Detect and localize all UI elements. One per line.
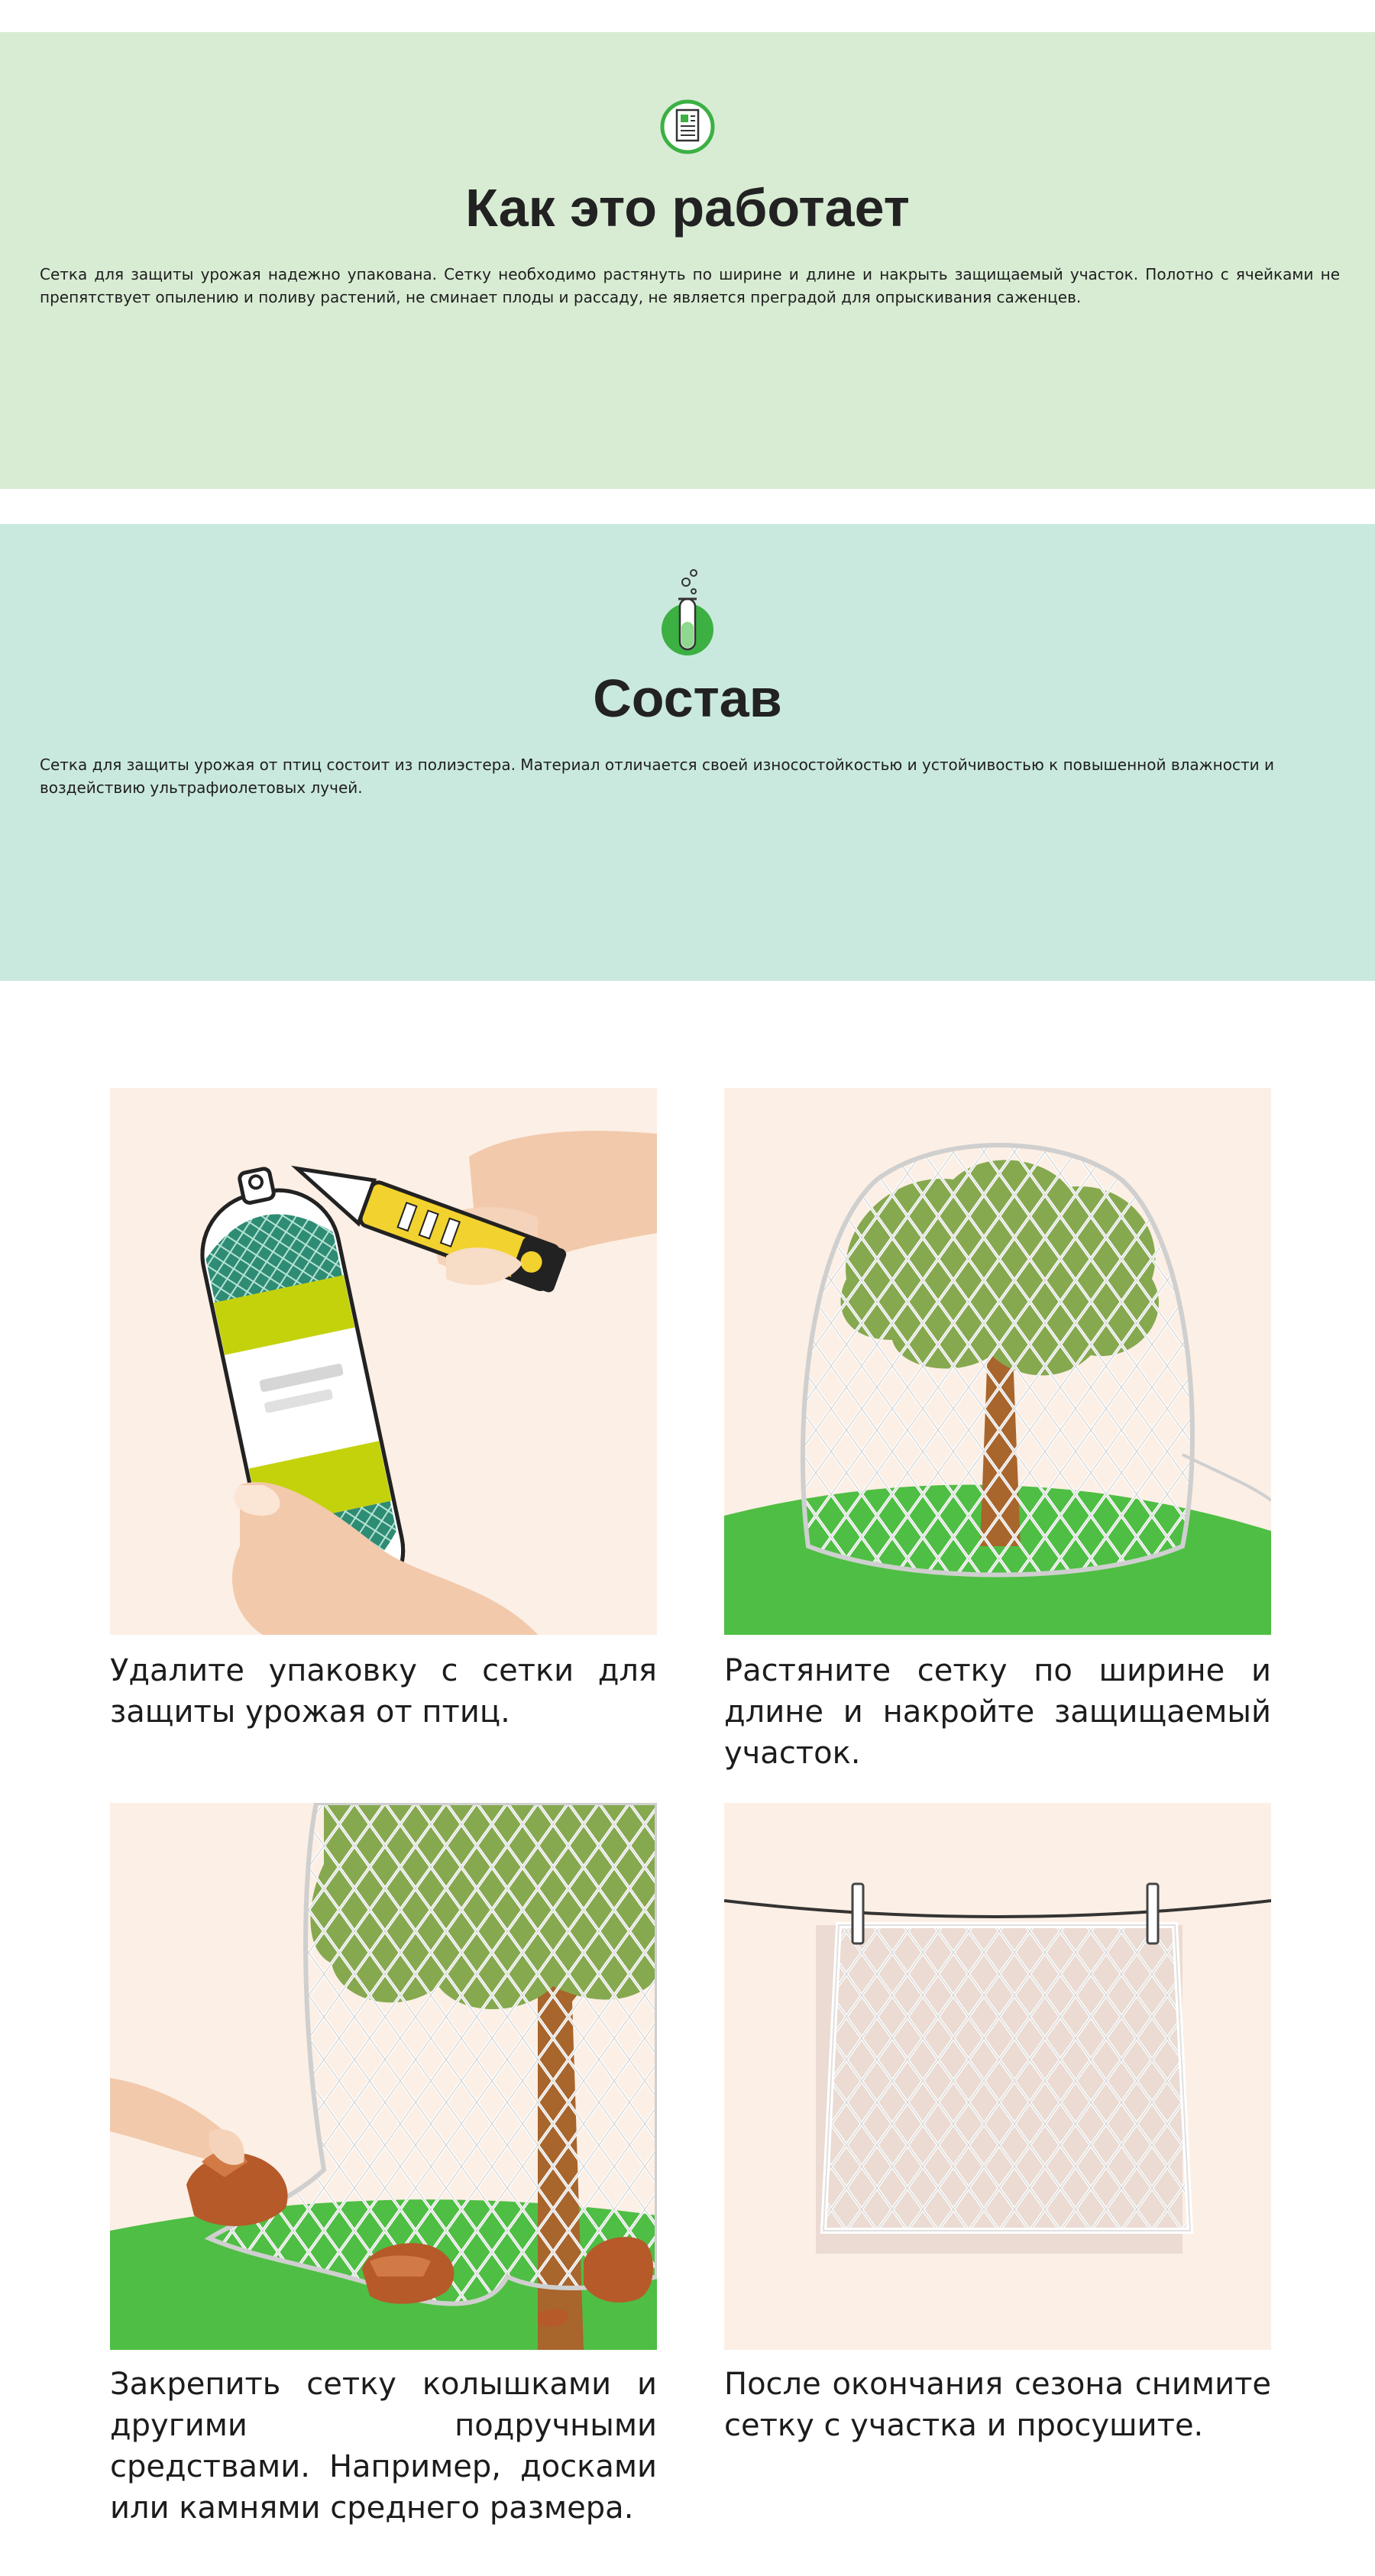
composition-title: Состав (593, 668, 782, 728)
step-3-text: Закрепить сетку колышками и другими подручными средствами. Например, досками или камнями среднего размера. (110, 2367, 657, 2526)
how-it-works-text: Сетка для защиты урожая надежно упакована. Сетку необходимо растянуть по ширине и длине и накрыть защищаемый участок. Полотно с ячейками не препятствует опылению и поливу растений, не сминает плоды и рассаду, не является преградой для опрыскивания саженцев. (40, 265, 1340, 306)
how-it-works-title: Как это работает (465, 178, 910, 238)
cutting-package-illustration (110, 1088, 657, 1635)
tree-under-net-illustration (724, 1088, 1271, 1635)
test-tube-icon (660, 568, 715, 657)
composition-section (0, 524, 1375, 981)
step-1-text: Удалите упаковку с сетки для защиты урожая от птиц. (110, 1653, 657, 1730)
securing-net-with-stones-illustration (110, 1803, 657, 2350)
how-it-works-section (0, 32, 1375, 489)
step-2-text: Растяните сетку по ширине и длине и накройте защищаемый участок. (724, 1653, 1271, 1771)
composition-text: Сетка для защиты урожая от птиц состоит из полиэстера. Материал отличается своей износостойкостью и устойчивостью к повышенной влажности и воздействию ультрафиолетовых лучей. (40, 756, 1274, 797)
step-4-text: После окончания сезона снимите сетку с участка и просушите. (724, 2367, 1271, 2443)
document-icon (660, 99, 715, 154)
net-drying-on-line-illustration (724, 1803, 1271, 2350)
